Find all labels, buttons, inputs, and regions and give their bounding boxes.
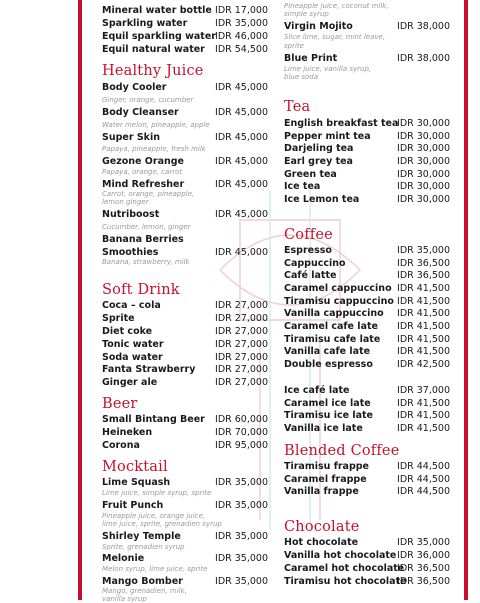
menu-item: Tiramisu ice late IDR 41,500 (284, 410, 450, 421)
menu-item: Banana Berries (102, 234, 184, 245)
item-description: lemon ginger (102, 198, 149, 206)
menu-item: Tiramisu cappuccino IDR 41,500 (284, 296, 450, 307)
item-description: simple syrup (284, 10, 329, 18)
item-description: Lime juice, vanilla syrup, (284, 65, 372, 73)
item-description: Melon syrup, lime juice, sprite (102, 565, 208, 573)
menu-item: Tiramisu hot chocolate IDR 36,500 (284, 576, 450, 587)
menu-item: Espresso IDR 35,000 (284, 245, 450, 256)
item-description: Cucumber, lemon, ginger (102, 223, 191, 231)
item-description: sprite (284, 42, 304, 50)
menu-item: Equil sparkling water IDR 46,000 (102, 31, 268, 42)
item-description: blue soda (284, 73, 319, 81)
menu-item: Hot chocolate IDR 35,000 (284, 537, 450, 548)
menu-item: Ice Lemon tea IDR 30,000 (284, 194, 450, 205)
menu-item: Café latte IDR 36,500 (284, 270, 450, 281)
menu-item: Caramel frappe IDR 44,500 (284, 474, 450, 485)
menu-item: Tiramisu frappe IDR 44,500 (284, 461, 450, 472)
menu-item: Corona IDR 95,000 (102, 440, 268, 451)
item-description: Mango, grenadien, milk, (102, 587, 187, 595)
menu-item: Pepper mint tea IDR 30,000 (284, 131, 450, 142)
menu-item: Body Cleanser IDR 45,000 (102, 107, 268, 118)
menu-item: Caramel hot chocolate IDR 36,500 (284, 563, 450, 574)
menu-item: Vanilla frappe IDR 44,500 (284, 486, 450, 497)
menu-item: Lime Squash IDR 35,000 (102, 477, 268, 488)
menu-item: Cappuccino IDR 36,500 (284, 258, 450, 269)
item-description: Pineapple juice, orange juice, (102, 512, 206, 520)
menu-item: Mango Bomber IDR 35,000 (102, 576, 268, 587)
menu-item: Darjeling tea IDR 30,000 (284, 143, 450, 154)
menu-item: Ginger ale IDR 27,000 (102, 377, 268, 388)
menu-item: Diet coke IDR 27,000 (102, 326, 268, 337)
menu-item: Green tea IDR 30,000 (284, 169, 450, 180)
menu-item: Sparkling water IDR 35,000 (102, 18, 268, 29)
menu-item: Sprite IDR 27,000 (102, 313, 268, 324)
item-description: vanilla syrup (102, 595, 147, 603)
menu-item: Nutriboost IDR 45,000 (102, 209, 268, 220)
menu-item: Soda water IDR 27,000 (102, 352, 268, 363)
item-description: Papaya, pineapple, fresh milk (102, 145, 206, 153)
menu-item: Melonie IDR 35,000 (102, 553, 268, 564)
menu-item: Heineken IDR 70,000 (102, 427, 268, 438)
menu-item: Vanilla cappuccino IDR 41,500 (284, 308, 450, 319)
menu-item: Mineral water bottle IDR 17,000 (102, 5, 268, 16)
menu-item: Virgin Mojito IDR 38,000 (284, 21, 450, 32)
menu-item: Fanta Strawberry IDR 27,000 (102, 364, 268, 375)
section-title-coffee: Coffee (284, 227, 333, 243)
item-description: Ginger, orange, cucumber (102, 96, 194, 104)
menu-item: Tiramisu cafe late IDR 41,500 (284, 334, 450, 345)
menu-item: English breakfast tea IDR 30,000 (284, 118, 450, 129)
menu-item: Blue Print IDR 38,000 (284, 53, 450, 64)
menu-item: Vanilla cafe late IDR 41,500 (284, 346, 450, 357)
item-description: Papaya, orange, carrot (102, 168, 183, 176)
menu-item: Shirley Temple IDR 35,000 (102, 531, 268, 542)
menu-item: Small Bintang Beer IDR 60,000 (102, 414, 268, 425)
menu-item: Caramel cappuccino IDR 41,500 (284, 283, 450, 294)
item-description: Water melon, pineapple, apple (102, 121, 210, 129)
item-description: lime juice, sprite, grenadien syrup (102, 520, 222, 528)
item-description: Banana, strawberry, milk (102, 258, 190, 266)
menu-item: Gezone Orange IDR 45,000 (102, 156, 268, 167)
menu-item: Caramel ice late IDR 41,500 (284, 398, 450, 409)
menu-item: Body Cooler IDR 45,000 (102, 82, 268, 93)
menu-item: Smoothies IDR 45,000 (102, 247, 268, 258)
menu-item: Coca – cola IDR 27,000 (102, 300, 268, 311)
menu-item: Earl grey tea IDR 30,000 (284, 156, 450, 167)
section-title-blended-coffee: Blended Coffee (284, 443, 400, 459)
menu-item: Equil natural water IDR 54,500 (102, 44, 268, 55)
menu-item: Fruit Punch IDR 35,000 (102, 500, 268, 511)
section-title-beer: Beer (102, 396, 138, 412)
section-title-soft-drink: Soft Drink (102, 282, 180, 298)
section-title-tea: Tea (284, 99, 311, 115)
item-description: Sprite, grenadien syrup (102, 543, 185, 551)
menu-item: Super Skin IDR 45,000 (102, 132, 268, 143)
item-description: Pineapple juice, coconut milk, (284, 2, 389, 10)
menu-item: Caramel cafe late IDR 41,500 (284, 321, 450, 332)
menu-item: Ice café late IDR 37,000 (284, 385, 450, 396)
menu-item: Ice tea IDR 30,000 (284, 181, 450, 192)
menu-item: Vanilla hot chocolate IDR 36,000 (284, 550, 450, 561)
item-description: Slice lime, sugar, mint leave, (284, 33, 386, 41)
section-title-chocolate: Chocolate (284, 519, 360, 535)
item-description: Lime juice, simple syrup, sprite (102, 489, 212, 497)
menu-item: Tonic water IDR 27,000 (102, 339, 268, 350)
section-title-healthy-juice: Healthy Juice (102, 63, 204, 79)
menu-item: Mind Refresher IDR 45,000 (102, 179, 268, 190)
menu-item: Vanilla ice late IDR 41,500 (284, 423, 450, 434)
item-description: Carrot, orange, pineapple, (102, 190, 195, 198)
menu-item: Double espresso IDR 42,500 (284, 359, 450, 370)
section-title-mocktail: Mocktail (102, 459, 168, 475)
